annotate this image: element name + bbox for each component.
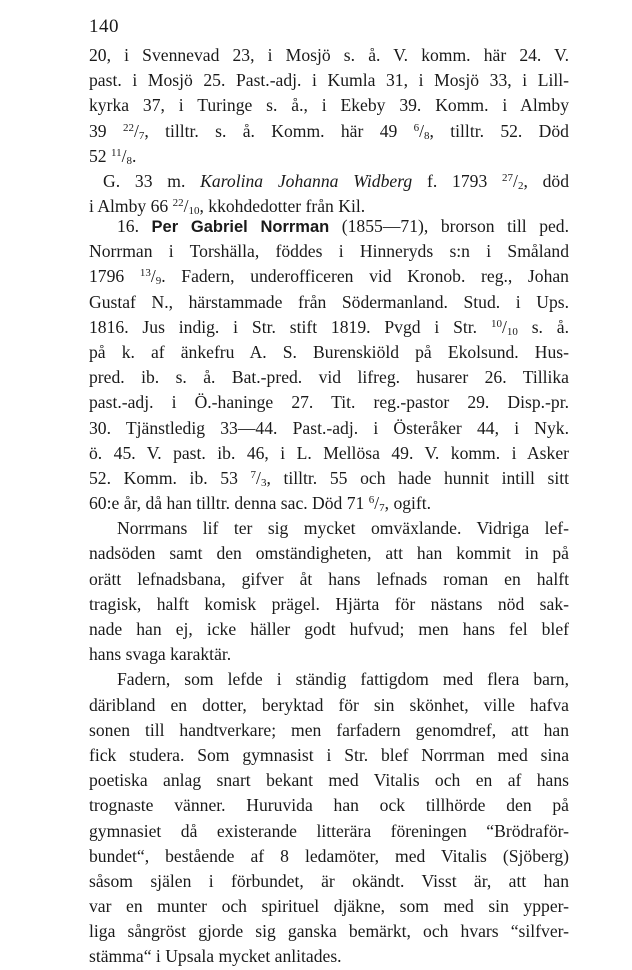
text-line [89, 491, 569, 516]
text-line: Fadern, som lefde i ständig fattigdom med flera barn, [117, 669, 569, 690]
text-line: kyrka 37, i Turinge s. å., i Ekeby 39. Komm. i Almby [89, 95, 569, 116]
fraction-slash: / [133, 120, 139, 141]
text-line: pred. ib. s. å. Bat.-pred. vid lifreg. husarer 26. Tillika [89, 367, 569, 388]
text-line: på k. af änkefru A. S. Burenskiöld på Ekolsund. Hus- [89, 341, 569, 362]
day-sup: 22 [122, 121, 134, 134]
text-run: (1855—71), brorson till ped. [341, 216, 569, 236]
fraction-slash: / [513, 170, 518, 191]
day-sup: 6 [368, 494, 375, 507]
fraction-slash: / [501, 316, 507, 337]
text-run: i Almby 66 [89, 196, 169, 217]
text-run: 52 [89, 145, 107, 166]
text-line: sonen till handtverkare; men farfadern genomdref, att han [89, 719, 569, 740]
entry-number: 16. [117, 216, 139, 236]
text-run: , tilltr. 55 och hade hunnit intill sitt [266, 467, 569, 488]
text-line: nade han ej, icke häller godt hufvud; men hans fel blef [89, 619, 569, 639]
text-line: stämma“ i Upsala mycket anlitades. [89, 946, 342, 967]
month-sub: 8 [424, 129, 430, 142]
month-sub: 7 [138, 129, 145, 142]
fraction-slash: / [183, 196, 189, 217]
text-line: past.-adj. i Ö.-haninge 27. Tit. reg.-pastor 29. Disp.-pr. [89, 392, 569, 413]
fraction-slash: / [256, 467, 261, 488]
text-line [89, 466, 569, 491]
text-run: 52. Komm. ib. 53 [89, 467, 238, 488]
text-line: såsom själen i förbundet, är okändt. Visst är, att han [89, 870, 569, 891]
text-line: Norrman i Torshälla, föddes i Hinneryds s:n i Småland [89, 241, 569, 262]
month-sub: 9 [155, 275, 162, 288]
day-sup: 13 [139, 267, 151, 280]
text-line [89, 264, 569, 289]
text-run: , kkohdedotter från Kil. [199, 196, 366, 217]
month-sub: 8 [126, 154, 132, 167]
person-name: Per Gabriel Norrman [151, 218, 330, 236]
text-line: past. i Mosjö 25. Past.-adj. i Kumla 31, i Mosjö 33, i Lill- [89, 70, 569, 91]
text-run: G. 33 m. [103, 170, 186, 191]
text-run: 60:e år, då han tilltr. denna sac. Död 71 [89, 493, 365, 514]
text-line [89, 119, 569, 144]
day-sup: 7 [250, 468, 257, 481]
text-line [89, 315, 569, 340]
text-line: gymnasiet då existerande litterära föreningen “Brödraför- [89, 820, 569, 841]
text-line: fick studera. Som gymnasist i Str. blef Norrman med sina [89, 744, 569, 765]
text-run: . Fadern, underofficeren vid Kronob. reg., Johan [161, 266, 569, 287]
day-sup: 22 [172, 197, 184, 210]
page-number: 140 [89, 16, 119, 37]
text-run: , tilltr. s. å. Komm. här 49 [144, 120, 398, 141]
text-line: Gustaf N., härstammade från Södermanland. Stud. i Ups. [89, 291, 569, 312]
text-line: tragisk, halft komisk prägel. Hjärta för nästans nöd sak- [89, 593, 569, 614]
text-line: däribland en dotter, beryktad för sin skönhet, ville hafva [89, 694, 569, 715]
month-sub: 3 [260, 476, 267, 489]
day-sup: 10 [490, 317, 502, 330]
day-sup: 6 [413, 121, 420, 134]
entry-continuation [89, 43, 569, 219]
text-run: , tilltr. 52. Död [429, 120, 569, 141]
spouse-name: Karolina Johanna Widberg [200, 170, 413, 191]
entry-16 [89, 214, 569, 970]
text-line: poetiska anlag snart bekant med Vitalis och en af hans [89, 770, 569, 791]
text-line: liga sångröst gjorde sig ganska bemärkt, och hvars “silfver- [89, 921, 569, 942]
month-sub: 2 [517, 179, 524, 192]
text-line: hans svaga karaktär. [89, 644, 232, 665]
text-line [89, 144, 569, 169]
fraction-slash: / [419, 120, 425, 141]
text-run: . [131, 145, 137, 166]
month-sub: 10 [188, 205, 200, 218]
text-run: , ogift. [384, 493, 432, 514]
text-run: 1796 [89, 266, 125, 287]
text-run: 39 [89, 120, 107, 141]
text-line [89, 214, 569, 239]
month-sub: 7 [379, 502, 385, 515]
text-line: 30. Tjänstledig 33—44. Past.-adj. i Österåker 44, i Nyk. [89, 417, 569, 438]
fraction-slash: / [121, 145, 127, 166]
text-run: f. 1793 [427, 170, 488, 191]
text-line: bundet“, bestående af 8 ledamöter, med Vitalis (Sjöberg) [89, 845, 569, 866]
text-line: trognaste vänner. Huruvida han ock tillhörde den på [89, 795, 569, 816]
text-line: ö. 45. V. past. ib. 46, i L. Mellösa 49. V. komm. i Asker [89, 442, 569, 463]
text-line: orätt lefnadsbana, gifver åt hans lefnads roman en halft [89, 568, 569, 589]
text-line [89, 169, 569, 194]
fraction-slash: / [374, 493, 380, 514]
text-line: var en munter och spirituel djäkne, som med sin ypper- [89, 896, 569, 917]
month-sub: 10 [506, 325, 518, 338]
text-run: , död [523, 170, 569, 191]
day-sup: 27 [502, 171, 514, 184]
text-run: s. å. [531, 316, 569, 337]
text-line: Norrmans lif ter sig mycket omväxlande. Vidriga lef- [117, 518, 569, 539]
fraction-slash: / [150, 266, 156, 287]
day-sup: 11 [111, 146, 122, 159]
text-line: nadsöden samt den omständigheten, att han kommit in på [89, 543, 569, 564]
text-line: 20, i Svennevad 23, i Mosjö s. å. V. komm. här 24. V. [89, 45, 569, 65]
text-run: 1816. Jus indig. i Str. stift 1819. Pvgd i Str. [89, 316, 478, 337]
